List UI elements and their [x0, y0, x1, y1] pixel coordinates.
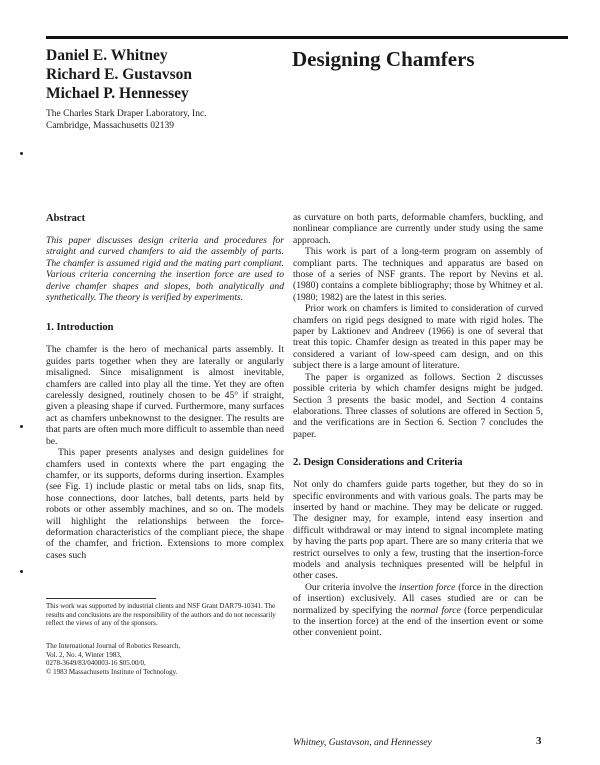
right-paragraph-5: Not only do chamfers guide parts together, but they do so in specific environments and with various goals. The parts may be inserted by hand or machine. They may be delicate or rugged. The designer may, for example, intend easy insertion and difficult withdrawal or may intend to signal incomplete mating by having the parts pop apart. There are so many criteria that we restrict ourselves to only a few, trusting that the insertion-force models and analysis techniques presented will be helpful in other cases. [293, 479, 543, 582]
p6-part-1: Our criteria involve the [305, 581, 400, 593]
title-rule [46, 36, 568, 39]
right-column [293, 212, 543, 639]
right-paragraph-6 [293, 582, 543, 639]
right-paragraph-4: The paper is organized as follows. Section 2 discusses possible criteria by which chamfer designs might be judged. Section 3 presents the basic model, and Section 4 contains elaborations. Three classes of solutions are offered in Section 5, and the verifications are in Section 6. Section 7 concludes the paper. [293, 371, 543, 440]
right-paragraph-2: This work is part of a long-term program on assembly of compliant parts. The techniques and apparatus are based on those of a series of NSF grants. The report by Nevins et al. (1980) contains a complete bibliography; those by Whitney et al. (1980; 1982) are the latest in this series. [293, 246, 543, 303]
section-2-heading: 2. Design Considerations and Criteria [293, 457, 463, 469]
paper-title: Designing Chamfers [292, 47, 475, 71]
intro-paragraph-1: The chamfer is the hero of mechanical parts assembly. It guides parts together when they are laterally or angularly misaligned. Since misalignment is almost inevitable, chamfers are called into play all the time. Yet they are often carelessly designed, routinely chosen to be 45° if straight, given a pleasing shape if curved. Furthermore, many surfaces act as chamfers unbeknownst to the designer. The results are that parts are often much more difficult to assemble than need be. [46, 344, 284, 447]
affiliation-line-2: Cambridge, Massachusetts 02139 [46, 121, 174, 131]
journal-copyright: © 1983 Massachusetts Institute of Technology. [46, 667, 178, 676]
author-1: Daniel E. Whitney [46, 47, 168, 64]
author-2: Richard E. Gustavson [46, 66, 192, 83]
author-list [46, 46, 192, 103]
running-head: Whitney, Gustavson, and Hennessey [293, 737, 432, 748]
footnote-rule [46, 598, 156, 599]
author-3: Michael P. Hennessey [46, 85, 189, 102]
p6-term-normal-force: normal force [410, 604, 461, 616]
affiliation-line-1: The Charles Stark Draper Laboratory, Inc. [46, 109, 207, 119]
page-number: 3 [536, 735, 542, 747]
introduction-heading: 1. Introduction [46, 322, 114, 334]
journal-issn: 0278-3649/83/040003-16 $05.00/0, [46, 659, 146, 668]
margin-mark [20, 152, 23, 155]
intro-paragraph-2: This paper presents analyses and design guidelines for chamfers used in contexts where the part engaging the chamfer, or its supports, deforms during insertion. Examples (see Fig. 1) include plastic or metal tabs on lids, snap fits, hose connections, door latches, ball detents, parts held by robots or other assembly machines, and so on. The models will highlight the relationships between the force-deformation characteristics of the compliant piece, the shape of the chamfer, and friction. Extensions to more complex cases such [46, 447, 284, 561]
journal-name: The International Journal of Robotics Research, [46, 642, 181, 650]
affiliation [46, 108, 207, 132]
left-column [46, 212, 284, 561]
support-footnote: This work was supported by industrial clients and NSF Grant DAR79-10341. The results and conclusions are the responsibility of the authors and do not necessarily reflect the views of any of the sponsors. [46, 602, 276, 628]
p6-part-3: (force perpendicular to the insertion force) at the end of the insertion event or some other convenient point. [293, 604, 543, 639]
abstract-heading: Abstract [46, 213, 86, 224]
margin-mark [20, 425, 23, 428]
right-paragraph-3: Prior work on chamfers is limited to consideration of curved chamfers on rigid pegs designed to mate with rigid holes. The paper by Laktionev and Andreev (1966) is one of several that treat this topic. Chamfer design as treated in this paper may be considered a variant of low-speed cam design, and on this subject there is a large amount of literature. [293, 303, 543, 372]
abstract-text: This paper discusses design criteria and procedures for straight and curved chamfers to aid the assembly of parts. The chamfer is assumed rigid and the mating part compliant. Various criteria concerning the insertion force are used to derive chamfer shapes and slopes, both analytically and synthetically. The theory is verified by experiments. [46, 235, 284, 304]
p6-part-2: (force in the direction of insertion) exclusively. All cases studied are or can be normalized by specifying the [293, 581, 544, 616]
p6-term-insertion-force: insertion force [399, 581, 456, 593]
journal-volume: Vol. 2, No. 4, Winter 1983, [46, 650, 122, 659]
margin-mark [20, 570, 23, 573]
right-paragraph-1: as curvature on both parts, deformable chamfers, buckling, and nonlinear compliance are currently under study using the same approach. [293, 212, 543, 246]
journal-citation [46, 642, 286, 676]
